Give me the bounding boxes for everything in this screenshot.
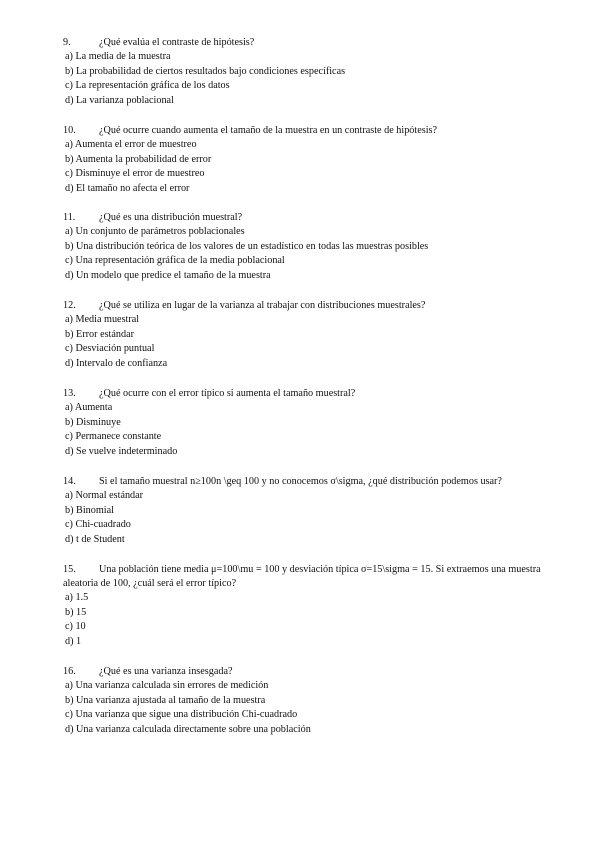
- question-11: [63, 211, 563, 283]
- option-d: d) Se vuelve indeterminado: [65, 445, 178, 457]
- question-stem: [63, 36, 563, 50]
- option-d: d) 1: [65, 635, 82, 647]
- option-b: b) Una distribución teórica de los valores de un estadístico en todas las muestras posibles: [65, 240, 429, 252]
- option-c: c) Desviación puntual: [65, 343, 155, 355]
- option-d: d) El tamaño no afecta el error: [65, 182, 190, 194]
- question-15: [63, 563, 583, 649]
- option-a: a) Aumenta el error de muestreo: [65, 139, 197, 150]
- option-b: b) Disminuye: [65, 416, 121, 428]
- option-c: c) Permanece constante: [65, 431, 162, 443]
- question-stem: [63, 299, 563, 313]
- option-a: a) Media muestral: [65, 314, 140, 325]
- option-d: d) t de Student: [65, 533, 125, 545]
- question-text: Si el tamaño muestral n≥100n \geq 100 y no conocemos σ\sigma, ¿qué distribución podemos usar?: [99, 476, 502, 487]
- option-c: c) Disminuye el error de muestreo: [65, 168, 205, 180]
- option-a: a) La media de la muestra: [65, 51, 171, 62]
- option-b: b) Aumenta la probabilidad de error: [65, 153, 212, 165]
- option-a: a) Normal estándar: [65, 490, 144, 501]
- question-text: ¿Qué ocurre cuando aumenta el tamaño de la muestra en un contraste de hipótesis?: [99, 125, 438, 136]
- question-12: [63, 299, 563, 371]
- question-10: [63, 124, 563, 196]
- question-9: [63, 36, 563, 108]
- question-13: [63, 387, 563, 459]
- question-number: 14.: [63, 476, 76, 487]
- question-stem: [63, 665, 563, 679]
- question-number: 10.: [63, 125, 76, 136]
- option-b: b) Error estándar: [65, 328, 135, 340]
- question-stem: [63, 387, 563, 401]
- question-stem: [63, 211, 563, 225]
- option-a: a) 1.5: [65, 592, 89, 603]
- question-text: ¿Qué evalúa el contraste de hipótesis?: [99, 37, 255, 48]
- option-a: a) Aumenta: [65, 402, 113, 413]
- question-text: ¿Qué ocurre con el error típico si aumenta el tamaño muestral?: [99, 388, 356, 399]
- question-number: 11.: [63, 212, 76, 223]
- option-c: c) Una varianza que sigue una distribución Chi-cuadrado: [65, 709, 298, 721]
- option-a: a) Una varianza calculada sin errores de medición: [65, 680, 269, 691]
- question-text: Una población tiene media μ=100\mu = 100 y desviación típica σ=15\sigma = 15. Si extraemos una muestra: [99, 564, 541, 575]
- option-d: d) La varianza poblacional: [65, 94, 174, 106]
- option-b: b) Binomial: [65, 504, 114, 516]
- question-number: 12.: [63, 300, 76, 311]
- question-number: 15.: [63, 564, 76, 575]
- option-c: c) La representación gráfica de los datos: [65, 80, 230, 92]
- option-d: d) Una varianza calculada directamente sobre una población: [65, 723, 311, 735]
- question-text: ¿Qué es una distribución muestral?: [99, 212, 243, 223]
- option-b: b) Una varianza ajustada al tamaño de la muestra: [65, 694, 266, 706]
- option-c: c) 10: [65, 621, 86, 633]
- question-number: 13.: [63, 388, 76, 399]
- option-d: d) Intervalo de confianza: [65, 357, 168, 369]
- question-text-continued: aleatoria de 100, ¿cuál será el error típico?: [63, 578, 237, 589]
- option-c: c) Chi-cuadrado: [65, 519, 131, 531]
- option-c: c) Una representación gráfica de la media poblacional: [65, 255, 285, 267]
- question-stem: [63, 563, 583, 577]
- question-number: 16.: [63, 666, 76, 677]
- question-text: ¿Qué es una varianza insesgada?: [99, 666, 233, 677]
- option-a: a) Un conjunto de parámetros poblacionales: [65, 226, 245, 237]
- question-stem: [63, 124, 563, 138]
- question-14: [63, 475, 563, 547]
- question-16: [63, 665, 563, 737]
- question-number: 9.: [63, 37, 71, 48]
- question-text: ¿Qué se utiliza en lugar de la varianza al trabajar con distribuciones muestrales?: [99, 300, 426, 311]
- option-b: b) La probabilidad de ciertos resultados bajo condiciones específicas: [65, 65, 346, 77]
- question-stem: [63, 475, 563, 489]
- option-d: d) Un modelo que predice el tamaño de la muestra: [65, 269, 271, 281]
- option-b: b) 15: [65, 606, 87, 618]
